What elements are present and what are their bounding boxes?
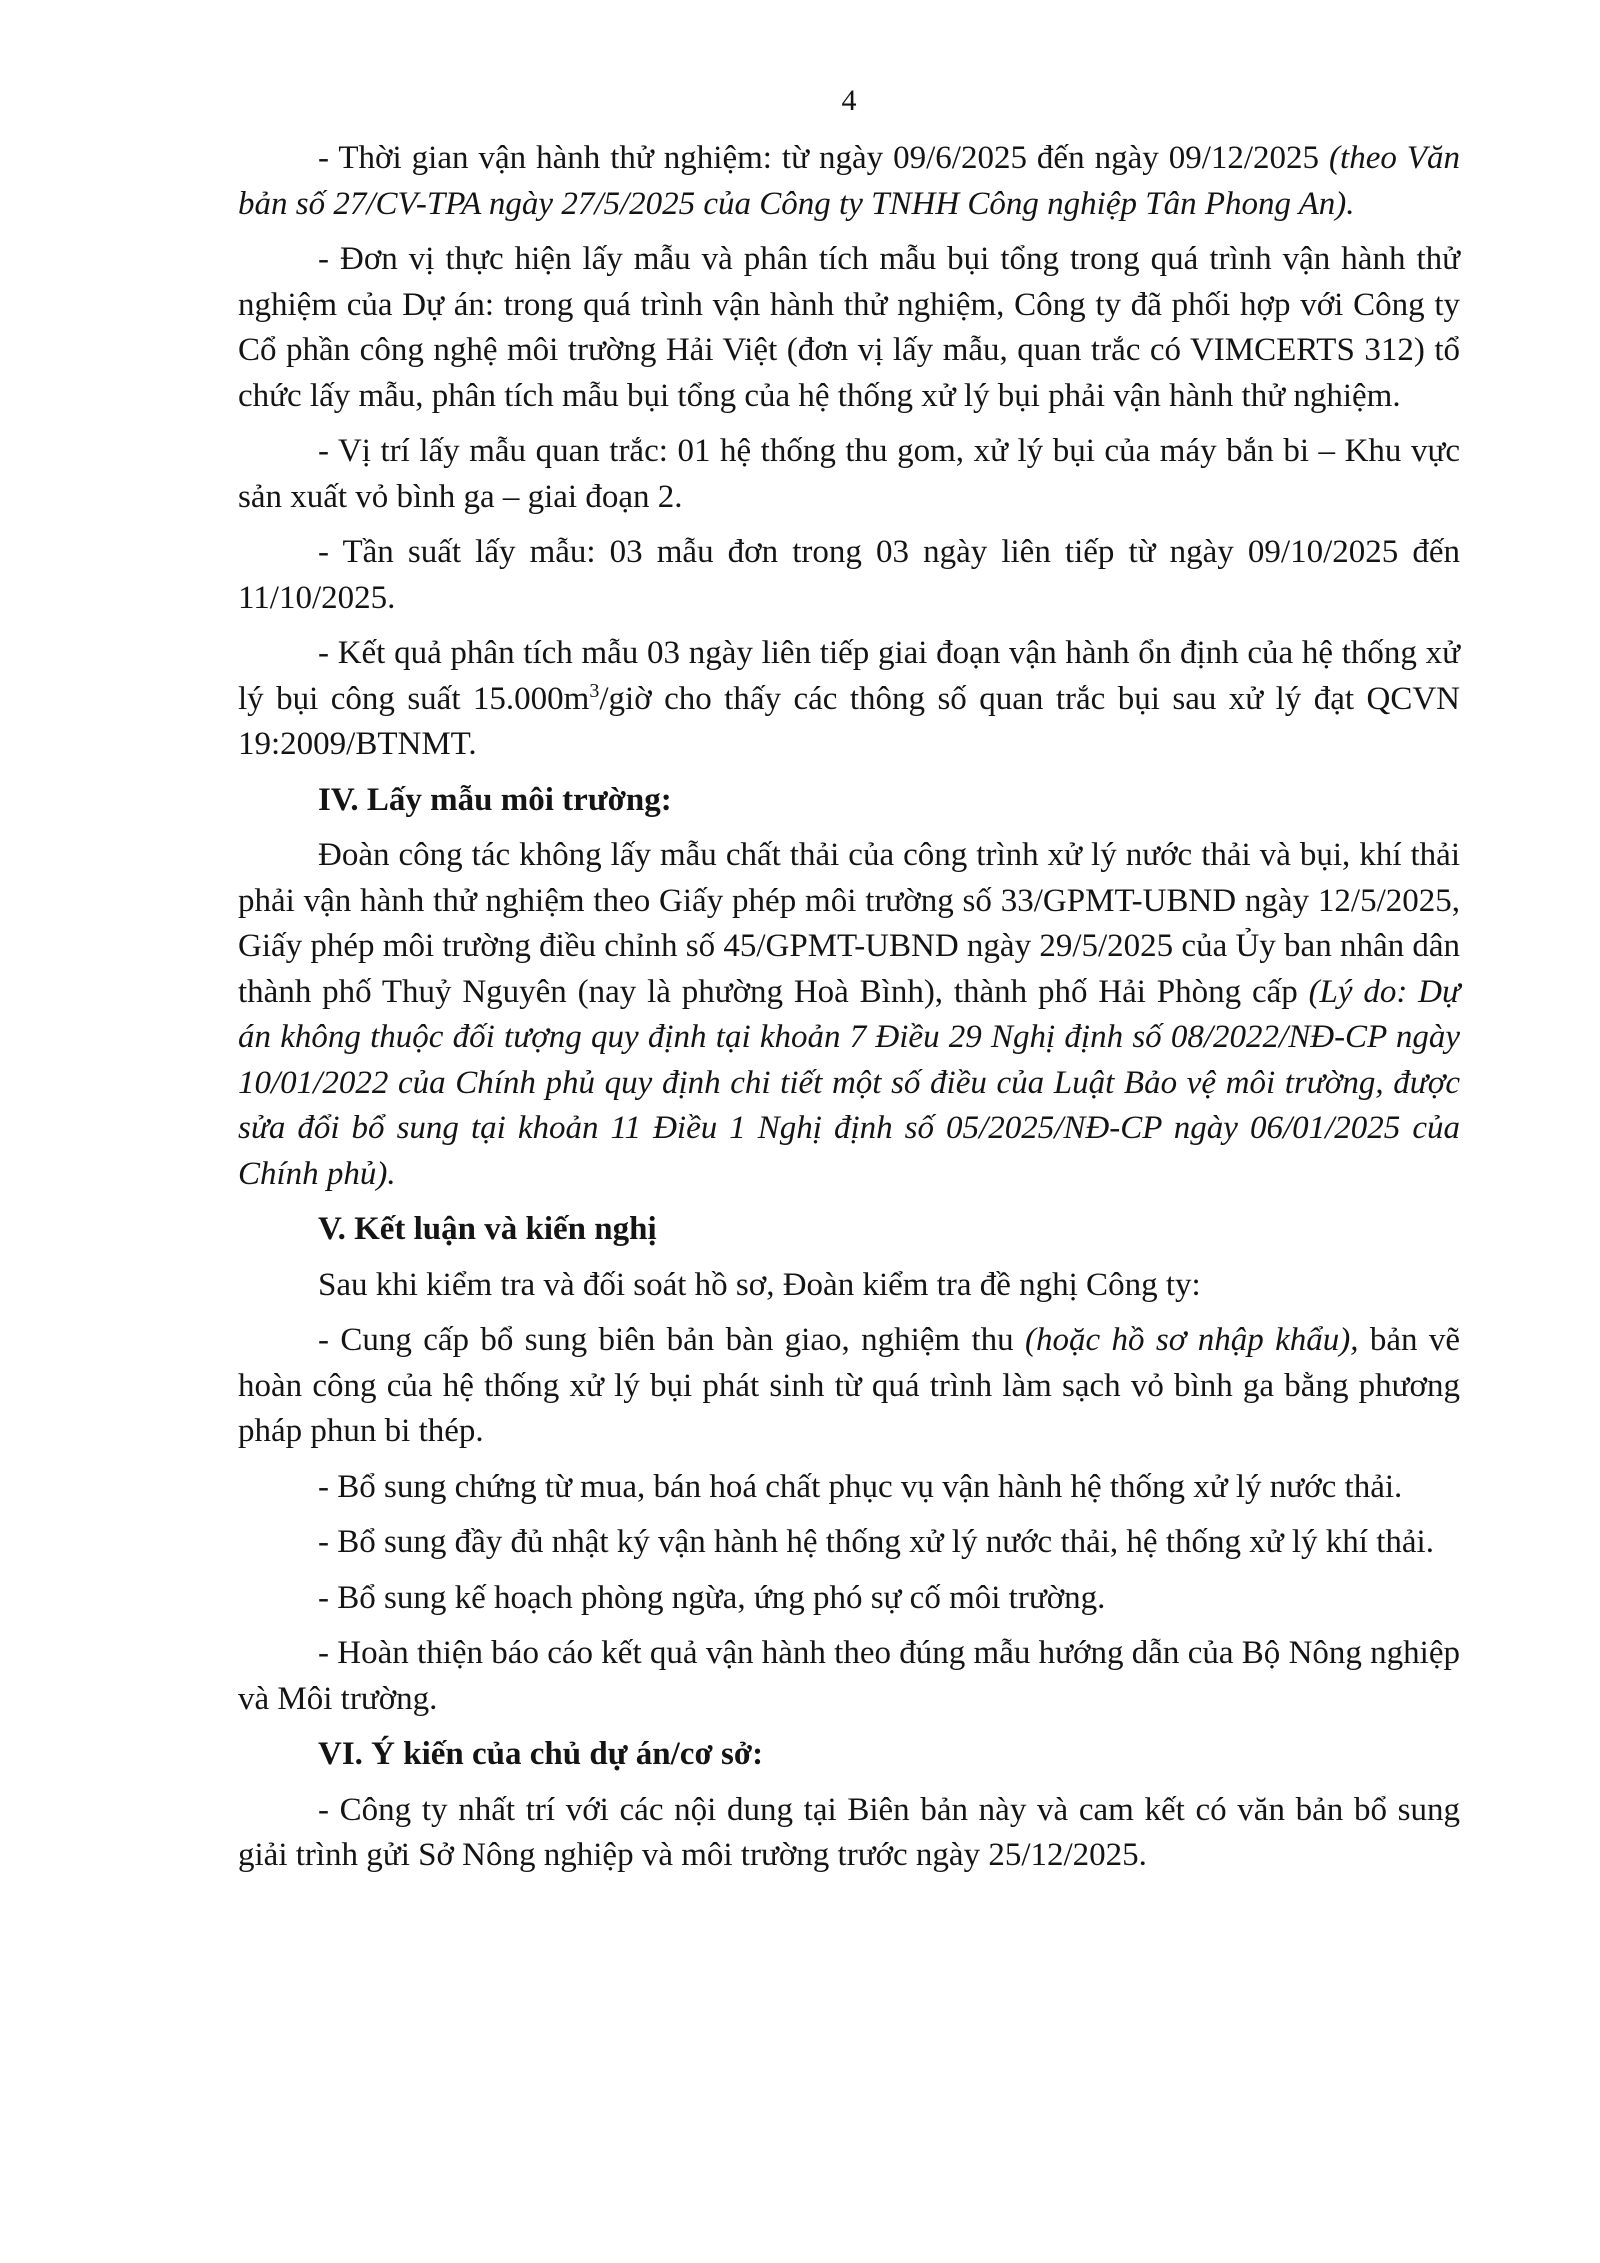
section-heading-v: V. Kết luận và kiến nghị	[318, 1211, 657, 1247]
paragraph-trial-period	[238, 136, 1460, 227]
section-heading-vi: VI. Ý kiến của chủ dự án/cơ sở:	[318, 1736, 764, 1772]
paragraph-sampling-frequency: - Tần suất lấy mẫu: 03 mẫu đơn trong 03 ngày liên tiếp từ ngày 09/10/2025 đến 11/10/2025.	[238, 534, 1460, 616]
analysis-result-text-a: - Kết quả phân tích mẫu 03 ngày liên tiếp giai đoạn vận hành ổn định của hệ thống xử lý bụi công suất 15.000m	[238, 635, 1460, 717]
paragraph-conclusion-intro: Sau khi kiểm tra và đối soát hồ sơ, Đoàn kiểm tra đề nghị Công ty:	[318, 1266, 1201, 1303]
no-sampling-text: Đoàn công tác không lấy mẫu chất thải của công trình xử lý nước thải và bụi, khí thải phải vận hành thử nghiệm theo Giấy phép môi trường số 33/GPMT-UBND ngày 12/5/2025, Giấy phép môi trường điều chỉnh số 45/GPMT-UBND ngày 29/5/2025 của Ủy ban nhân dân thành phố Thuỷ Nguyên (nay là phường Hoà Bình), thành phố Hải Phòng cấp	[238, 837, 1460, 1010]
analysis-result-superscript: 3	[589, 679, 600, 702]
paragraph-request-handover	[238, 1318, 1460, 1455]
paragraph-request-incident-plan: - Bổ sung kế hoạch phòng ngừa, ứng phó sự cố môi trường.	[318, 1579, 1106, 1616]
no-sampling-reason: (Lý do: Dự án không thuộc đối tượng quy định tại khoản 7 Điều 29 Nghị định số 08/2022/NĐ-CP ngày 10/01/2022 của Chính phủ quy định chi tiết một số điều của Luật Bảo vệ môi trường, được sửa đổi bổ sung tại khoản 11 Điều 1 Nghị định số 05/2025/NĐ-CP ngày 06/01/2025 của Chính phủ).	[238, 973, 1460, 1192]
section-heading-iv: IV. Lấy mẫu môi trường:	[318, 781, 672, 818]
paragraph-sampling-location: - Vị trí lấy mẫu quan trắc: 01 hệ thống thu gom, xử lý bụi của máy bắn bi – Khu vực sản xuất vỏ bình ga – giai đoạn 2.	[238, 433, 1460, 515]
page-number: 4	[841, 84, 857, 117]
paragraph-request-logbook: - Bổ sung đầy đủ nhật ký vận hành hệ thống xử lý nước thải, hệ thống xử lý khí thải.	[318, 1524, 1434, 1560]
request-handover-italic: (hoặc hồ sơ nhập khẩu),	[1025, 1322, 1359, 1358]
trial-period-reference: (theo Văn bản số 27/CV-TPA ngày 27/5/2025 của Công ty TNHH Công nghiệp Tân Phong An).	[238, 140, 1461, 222]
paragraph-no-sampling	[238, 833, 1460, 1197]
paragraph-request-report: - Hoàn thiện báo cáo kết quả vận hành theo đúng mẫu hướng dẫn của Bộ Nông nghiệp và Môi trường.	[238, 1635, 1460, 1717]
analysis-result-text-b: /giờ cho thấy các thông số quan trắc bụi sau xử lý đạt QCVN 19:2009/BTNMT.	[238, 680, 1460, 762]
request-handover-text-a: - Cung cấp bổ sung biên bản bàn giao, nghiệm thu	[318, 1322, 1026, 1358]
request-handover-text-b: bản vẽ hoàn công của hệ thống xử lý bụi phát sinh từ quá trình làm sạch vỏ bình ga bằng phương pháp phun bi thép.	[238, 1322, 1460, 1449]
trial-period-text: - Thời gian vận hành thử nghiệm: từ ngày 09/6/2025 đến ngày 09/12/2025	[318, 140, 1330, 176]
paragraph-analysis-result	[238, 631, 1460, 768]
paragraph-owner-opinion: - Công ty nhất trí với các nội dung tại Biên bản này và cam kết có văn bản bổ sung giải trình gửi Sở Nông nghiệp và môi trường trước ngày 25/12/2025.	[238, 1791, 1460, 1873]
paragraph-request-chemicals: - Bổ sung chứng từ mua, bán hoá chất phục vụ vận hành hệ thống xử lý nước thải.	[318, 1468, 1403, 1505]
paragraph-sampling-unit: - Đơn vị thực hiện lấy mẫu và phân tích mẫu bụi tổng trong quá trình vận hành thử nghiệm của Dự án: trong quá trình vận hành thử nghiệm, Công ty đã phối hợp với Công ty Cổ phần công nghệ môi trường Hải Việt (đơn vị lấy mẫu, quan trắc có VIMCERTS 312) tổ chức lấy mẫu, phân tích mẫu bụi tổng của hệ thống xử lý bụi phải vận hành thử nghiệm.	[238, 241, 1460, 414]
